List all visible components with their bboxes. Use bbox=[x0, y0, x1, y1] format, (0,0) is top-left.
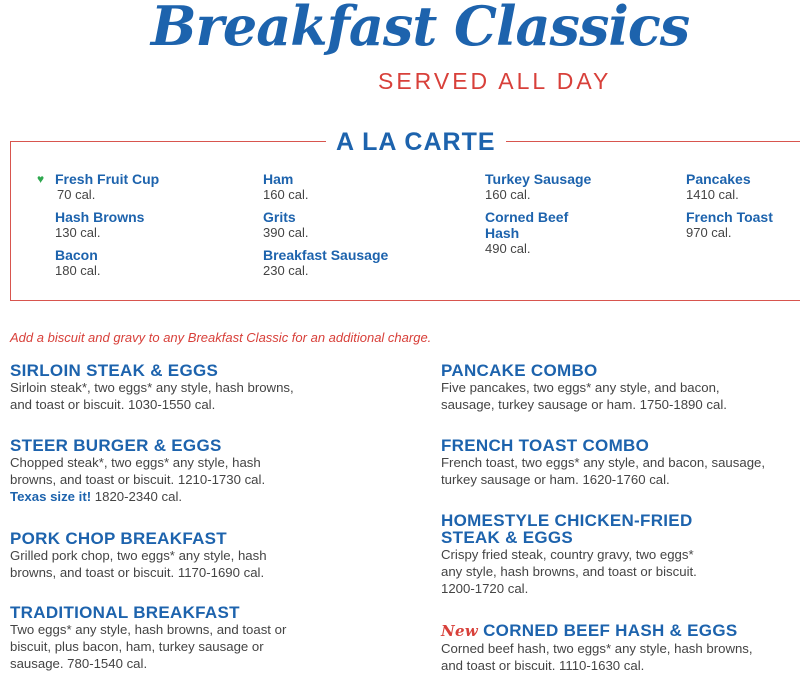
dish-name: STEER BURGER & EGGS bbox=[10, 436, 222, 455]
item-name: Hash Browns bbox=[55, 209, 145, 225]
item-name: French Toast bbox=[686, 209, 773, 225]
item-cal: 130 cal. bbox=[55, 225, 101, 240]
item-cal: 1410 cal. bbox=[686, 187, 739, 202]
list-item bbox=[263, 247, 388, 279]
list-item bbox=[485, 171, 591, 203]
dish-name: TRADITIONAL BREAKFAST bbox=[10, 603, 240, 622]
list-item bbox=[485, 209, 585, 257]
list-item bbox=[37, 171, 160, 203]
texas-size-label: Texas size it! bbox=[10, 489, 92, 504]
dish-name: HOMESTYLE CHICKEN-FRIED STEAK & EGGS bbox=[441, 511, 693, 547]
dish-name: SIRLOIN STEAK & EGGS bbox=[10, 361, 219, 380]
item-cal: 180 cal. bbox=[55, 263, 101, 278]
biscuit-gravy-note: Add a biscuit and gravy to any Breakfast Classic for an additional charge. bbox=[10, 330, 432, 345]
list-item bbox=[263, 209, 309, 241]
dish-name: PORK CHOP BREAKFAST bbox=[10, 529, 227, 548]
dish-desc: French toast, two eggs* any style, and bacon, sausage, turkey sausage or ham. 1620-1760 cal. bbox=[441, 455, 766, 487]
item-name: Breakfast Sausage bbox=[263, 247, 389, 263]
dish-desc: Five pancakes, two eggs* any style, and bacon, sausage, turkey sausage or ham. 1750-1890 cal. bbox=[441, 380, 727, 412]
item-name: Ham bbox=[263, 171, 294, 187]
item-name: Fresh Fruit Cup bbox=[55, 171, 160, 187]
dish-name: CORNED BEEF HASH & EGGS bbox=[483, 621, 738, 640]
dish-pork-chop bbox=[10, 530, 305, 581]
list-item bbox=[686, 209, 773, 241]
item-cal: 390 cal. bbox=[263, 225, 309, 240]
new-badge: New bbox=[441, 622, 479, 640]
item-cal: 160 cal. bbox=[263, 187, 309, 202]
heart-icon: ♥ bbox=[37, 172, 45, 186]
list-item bbox=[55, 209, 144, 241]
list-item bbox=[263, 171, 309, 203]
dish-name: FRENCH TOAST COMBO bbox=[441, 436, 650, 455]
menu-title: Breakfast Classics bbox=[150, 0, 690, 58]
dish-chicken-fried-steak bbox=[441, 512, 731, 597]
item-name: Pancakes bbox=[686, 171, 751, 187]
dish-desc: Sirloin steak*, two eggs* any style, hash browns, and toast or biscuit. 1030-1550 cal. bbox=[10, 380, 294, 412]
item-cal: 490 cal. bbox=[485, 241, 531, 256]
texas-size-cal: 1820-2340 cal. bbox=[94, 489, 183, 504]
menu-subtitle: SERVED ALL DAY bbox=[378, 68, 612, 94]
a-la-carte-title: A LA CARTE bbox=[326, 128, 506, 157]
dish-corned-beef-hash bbox=[441, 622, 766, 674]
item-name: Grits bbox=[263, 209, 296, 225]
item-name: Bacon bbox=[55, 247, 98, 263]
dish-french-toast-combo bbox=[441, 437, 766, 488]
item-cal: 230 cal. bbox=[263, 263, 309, 278]
dish-name: PANCAKE COMBO bbox=[441, 361, 598, 380]
dish-sirloin bbox=[10, 362, 300, 413]
item-name: Corned Beef Hash bbox=[485, 209, 569, 241]
dish-pancake-combo bbox=[441, 362, 766, 413]
item-cal: 70 cal. bbox=[57, 187, 96, 202]
list-item bbox=[55, 247, 101, 279]
dish-traditional bbox=[10, 604, 300, 672]
dish-desc: Crispy fried steak, country gravy, two eggs* any style, hash browns, and toast or biscuit. 1200-1720 cal. bbox=[441, 547, 697, 596]
dish-desc: Chopped steak*, two eggs* any style, hash browns, and toast or biscuit. 1210-1730 cal. bbox=[10, 455, 266, 487]
item-name: Turkey Sausage bbox=[485, 171, 592, 187]
dish-desc: Grilled pork chop, two eggs* any style, hash browns, and toast or biscuit. 1170-1690 cal. bbox=[10, 548, 267, 580]
dish-steer-burger bbox=[10, 437, 305, 505]
list-item bbox=[686, 171, 751, 203]
dish-desc: Corned beef hash, two eggs* any style, hash browns, and toast or biscuit. 1110-1630 cal. bbox=[441, 641, 753, 673]
item-cal: 160 cal. bbox=[485, 187, 531, 202]
dish-desc: Two eggs* any style, hash browns, and toast or biscuit, plus bacon, ham, turkey sausage or sausage. 780-1540 cal. bbox=[10, 622, 287, 671]
item-cal: 970 cal. bbox=[686, 225, 732, 240]
